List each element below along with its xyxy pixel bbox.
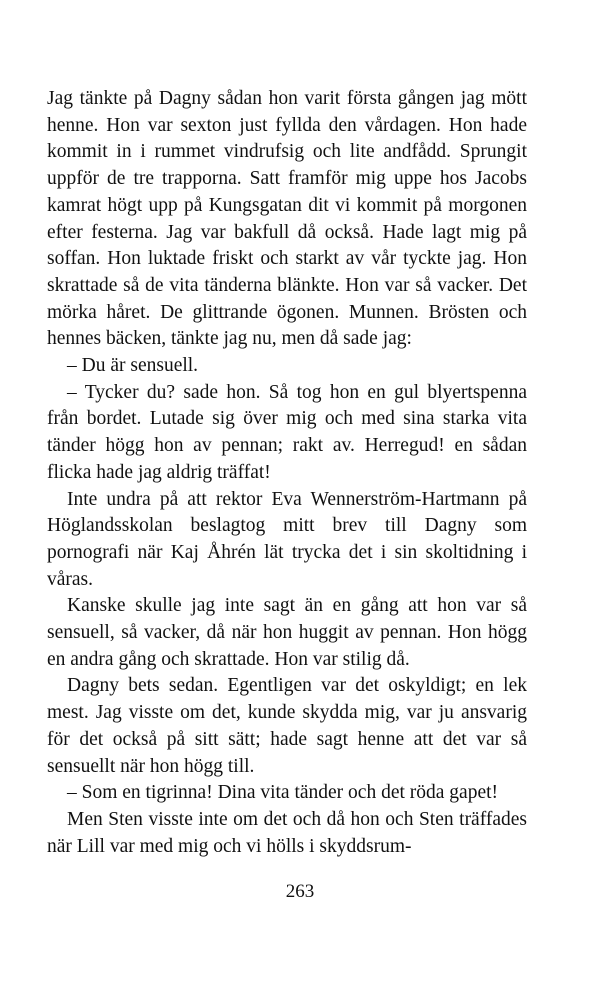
paragraph-3: – Tycker du? sade hon. Så tog hon en gul blyertspenna från bordet. Lutade sig över mig och med sina starka vita tänder högg hon av pennan; rakt av. Herregud! en sådan flicka hade jag aldrig träffat! [47, 381, 527, 483]
paragraph-6: Dagny bets sedan. Egentligen var det oskyldigt; en lek mest. Jag visste om det, kunde skydda mig, var ju ansvarig för det också på sitt sätt; hade sagt henne att det var så sensuellt när hon högg till. [47, 675, 527, 777]
paragraph-4: Inte undra på att rektor Eva Wennerström-Hartmann på Höglandsskolan beslagtog mitt brev till Dagny som pornografi när Kaj Åhrén lät trycka det i sin skoltidning i våras. [47, 488, 527, 590]
paragraph-5: Kanske skulle jag inte sagt än en gång att hon var så sensuell, så vacker, då när hon huggit av pennan. Hon högg en andra gång och skrattade. Hon var stilig då. [47, 595, 527, 670]
paragraph-7: – Som en tigrinna! Dina vita tänder och det röda gapet! [67, 782, 499, 804]
paragraph-8: Men Sten visste inte om det och då hon och Sten träffades när Lill var med mig och vi hölls i skyddsrum- [47, 808, 527, 857]
body-text [47, 86, 527, 860]
page-number: 263 [285, 881, 315, 902]
paragraph-2: – Du är sensuell. [67, 355, 199, 377]
paragraph-1: Jag tänkte på Dagny sådan hon varit första gången jag mött henne. Hon var sexton just fyllda den vårdagen. Hon hade kommit in i rummet vindrufsig och lite andfådd. Sprungit uppför de tre trapporna. Satt framför mig uppe hos Jacobs kamrat högt upp på Kungsgatan dit vi kommit på morgonen efter festerna. Jag var bakfull då också. Hade lagt mig på soffan. Hon luktade friskt och starkt av vår tyckte jag. Hon skrattade så de vita tänderna blänkte. Hon var så vacker. Det mörka håret. De glittrande ögonen. Munnen. Brösten och hennes bäcken, tänkte jag nu, men då sade jag: [47, 88, 527, 350]
